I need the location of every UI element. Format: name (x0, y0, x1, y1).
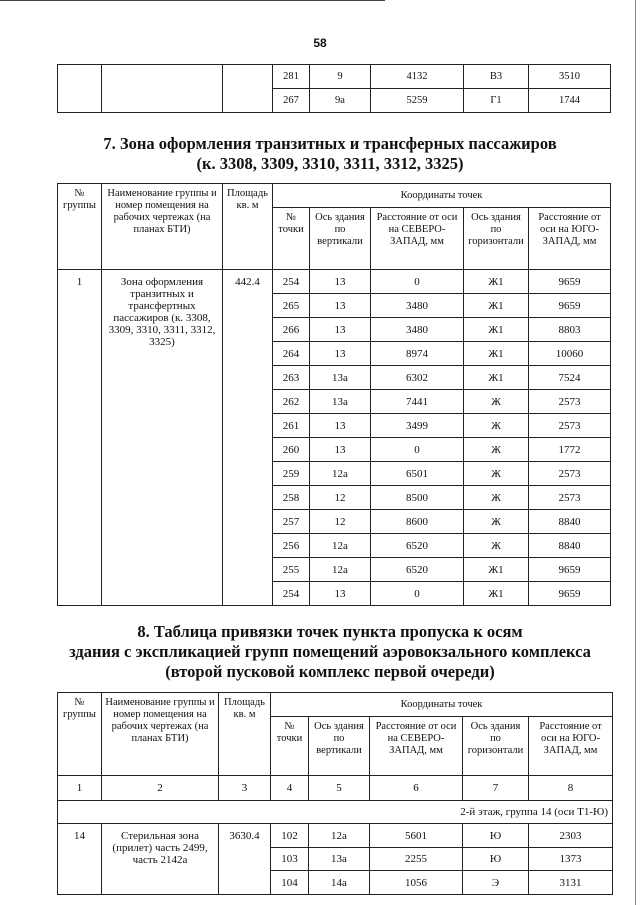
section8-title (40, 622, 620, 682)
empty-cell (102, 65, 223, 113)
point-no: 266 (273, 318, 310, 342)
axis-v: 12а (310, 558, 371, 582)
axis-h: Ю (463, 824, 529, 848)
group-name: Стерильная зона (прилет) часть 2499, часть 2142а (102, 824, 219, 895)
dist-nw: 7441 (371, 390, 464, 414)
point-no: 261 (273, 414, 310, 438)
dist-sw: 8840 (529, 534, 611, 558)
axis-h: Ж (464, 462, 529, 486)
group-area: 3630.4 (219, 824, 271, 895)
dist-nw: 6302 (371, 366, 464, 390)
axis-h: Ж (464, 534, 529, 558)
dist-sw: 9659 (529, 582, 611, 606)
point-no: 267 (273, 89, 310, 113)
dist-nw: 1056 (370, 871, 463, 895)
empty-cell (58, 65, 102, 113)
dist-sw: 1373 (529, 848, 613, 871)
dist-sw: 2573 (529, 462, 611, 486)
axis-h: Ж (464, 486, 529, 510)
header-point-no: № точки (271, 717, 309, 776)
dist-sw: 3131 (529, 871, 613, 895)
axis-h: Э (463, 871, 529, 895)
dist-nw: 6520 (371, 558, 464, 582)
axis-h: Ж1 (464, 366, 529, 390)
header-coords: Координаты точек (271, 693, 613, 717)
point-no: 265 (273, 294, 310, 318)
dist-nw: 0 (371, 582, 464, 606)
dist-nw: 6501 (371, 462, 464, 486)
point-no: 254 (273, 582, 310, 606)
dist-nw: 0 (371, 270, 464, 294)
column-numbers-row (58, 776, 613, 801)
axis-h: Ю (463, 848, 529, 871)
table-row (58, 65, 611, 89)
section7-title-line2: (к. 3308, 3309, 3310, 3311, 3312, 3325) (196, 154, 464, 173)
point-no: 259 (273, 462, 310, 486)
point-no: 103 (271, 848, 309, 871)
axis-v: 12а (309, 824, 370, 848)
header-group-name: Наименование группы и номер помещения на рабочих чертежах (на планах БТИ) (102, 693, 219, 776)
axis-h: Ж1 (464, 582, 529, 606)
point-no: 102 (271, 824, 309, 848)
dist-nw: 8974 (371, 342, 464, 366)
section8-title-line1: 8. Таблица привязки точек пункта пропуска к осям (137, 622, 523, 641)
axis-h: Ж (464, 438, 529, 462)
dist-sw: 9659 (529, 294, 611, 318)
column-number: 5 (309, 776, 370, 801)
axis-v: 9 (310, 65, 371, 89)
axis-v: 13а (309, 848, 370, 871)
dist-sw: 2303 (529, 824, 613, 848)
empty-cell (223, 65, 273, 113)
point-no: 263 (273, 366, 310, 390)
axis-v: 13а (310, 390, 371, 414)
dist-sw: 2573 (529, 486, 611, 510)
axis-v: 13а (310, 366, 371, 390)
dist-sw: 1772 (529, 438, 611, 462)
scan-edge-top (0, 0, 385, 1)
axis-v: 12 (310, 486, 371, 510)
axis-h: Ж (464, 510, 529, 534)
dist-nw: 3499 (371, 414, 464, 438)
section8-table (57, 692, 613, 895)
dist-nw: 8500 (371, 486, 464, 510)
point-no: 256 (273, 534, 310, 558)
column-number: 6 (370, 776, 463, 801)
axis-h: Ж (464, 390, 529, 414)
group-area: 442.4 (223, 270, 273, 606)
point-no: 281 (273, 65, 310, 89)
axis-v: 13 (310, 294, 371, 318)
dist-nw: 4132 (371, 65, 464, 89)
axis-h: В3 (464, 65, 529, 89)
axis-h: Г1 (464, 89, 529, 113)
dist-sw: 10060 (529, 342, 611, 366)
header-area: Площадь кв. м (223, 184, 273, 270)
group-no: 14 (58, 824, 102, 895)
column-number: 2 (102, 776, 219, 801)
dist-sw: 2573 (529, 414, 611, 438)
axis-v: 13 (310, 318, 371, 342)
dist-sw: 1744 (529, 89, 611, 113)
page-number: 58 (313, 36, 327, 50)
dist-sw: 8803 (529, 318, 611, 342)
axis-h: Ж1 (464, 558, 529, 582)
dist-nw: 8600 (371, 510, 464, 534)
section7-table (57, 183, 611, 606)
dist-nw: 5259 (371, 89, 464, 113)
point-no: 260 (273, 438, 310, 462)
column-number: 1 (58, 776, 102, 801)
dist-sw: 7524 (529, 366, 611, 390)
dist-nw: 5601 (370, 824, 463, 848)
axis-h: Ж1 (464, 318, 529, 342)
header-group-no: № группы (58, 693, 102, 776)
group-no: 1 (58, 270, 102, 606)
axis-h: Ж (464, 414, 529, 438)
continuation-table (57, 64, 611, 113)
axis-v: 14а (309, 871, 370, 895)
header-axis-v: Ось здания по вертикали (310, 208, 371, 270)
dist-nw: 2255 (370, 848, 463, 871)
point-no: 258 (273, 486, 310, 510)
dist-nw: 6520 (371, 534, 464, 558)
axis-v: 13 (310, 438, 371, 462)
header-area: Площадь кв. м (219, 693, 271, 776)
column-number: 3 (219, 776, 271, 801)
point-no: 264 (273, 342, 310, 366)
header-row (58, 693, 613, 717)
header-point-no: № точки (273, 208, 310, 270)
axis-h: Ж1 (464, 270, 529, 294)
dist-nw: 0 (371, 438, 464, 462)
dist-sw: 8840 (529, 510, 611, 534)
point-no: 104 (271, 871, 309, 895)
section7-title-line1: 7. Зона оформления транзитных и трансферных пассажиров (103, 134, 557, 153)
point-no: 262 (273, 390, 310, 414)
point-no: 255 (273, 558, 310, 582)
header-axis-v: Ось здания по вертикали (309, 717, 370, 776)
dist-sw: 9659 (529, 558, 611, 582)
axis-v: 13 (310, 342, 371, 366)
table-row (58, 824, 613, 848)
floor-row (58, 801, 613, 824)
dist-sw: 3510 (529, 65, 611, 89)
floor-label: 2-й этаж, группа 14 (оси Т1-Ю) (58, 801, 613, 824)
point-no: 254 (273, 270, 310, 294)
group-name: Зона оформления транзитных и трансфертных пассажиров (к. 3308, 3309, 3310, 3311, 3312, 3325) (102, 270, 223, 606)
header-group-no: № группы (58, 184, 102, 270)
dist-nw: 3480 (371, 294, 464, 318)
column-number: 7 (463, 776, 529, 801)
column-number: 4 (271, 776, 309, 801)
axis-v: 13 (310, 270, 371, 294)
header-dist-nw: Расстояние от оси на СЕВЕРО-ЗАПАД, мм (371, 208, 464, 270)
header-dist-nw: Расстояние от оси на СЕВЕРО-ЗАПАД, мм (370, 717, 463, 776)
axis-h: Ж1 (464, 294, 529, 318)
point-no: 257 (273, 510, 310, 534)
section8-title-line2: здания с экспликацией групп помещений аэровокзального комплекса (69, 642, 591, 661)
axis-h: Ж1 (464, 342, 529, 366)
header-axis-h: Ось здания по горизонтали (463, 717, 529, 776)
axis-v: 12а (310, 462, 371, 486)
header-axis-h: Ось здания по горизонтали (464, 208, 529, 270)
column-number: 8 (529, 776, 613, 801)
scan-edge-right (635, 0, 636, 905)
dist-nw: 3480 (371, 318, 464, 342)
table-row (58, 270, 611, 294)
axis-v: 13 (310, 414, 371, 438)
axis-v: 9а (310, 89, 371, 113)
section8-title-line3: (второй пусковой комплекс первой очереди) (165, 662, 495, 681)
axis-v: 12 (310, 510, 371, 534)
section7-title (40, 134, 620, 174)
axis-v: 12а (310, 534, 371, 558)
header-group-name: Наименование группы и номер помещения на рабочих чертежах (на планах БТИ) (102, 184, 223, 270)
header-dist-sw: Расстояние от оси на ЮГО-ЗАПАД, мм (529, 717, 613, 776)
header-coords: Координаты точек (273, 184, 611, 208)
axis-v: 13 (310, 582, 371, 606)
dist-sw: 2573 (529, 390, 611, 414)
header-row (58, 184, 611, 208)
header-dist-sw: Расстояние от оси на ЮГО-ЗАПАД, мм (529, 208, 611, 270)
dist-sw: 9659 (529, 270, 611, 294)
